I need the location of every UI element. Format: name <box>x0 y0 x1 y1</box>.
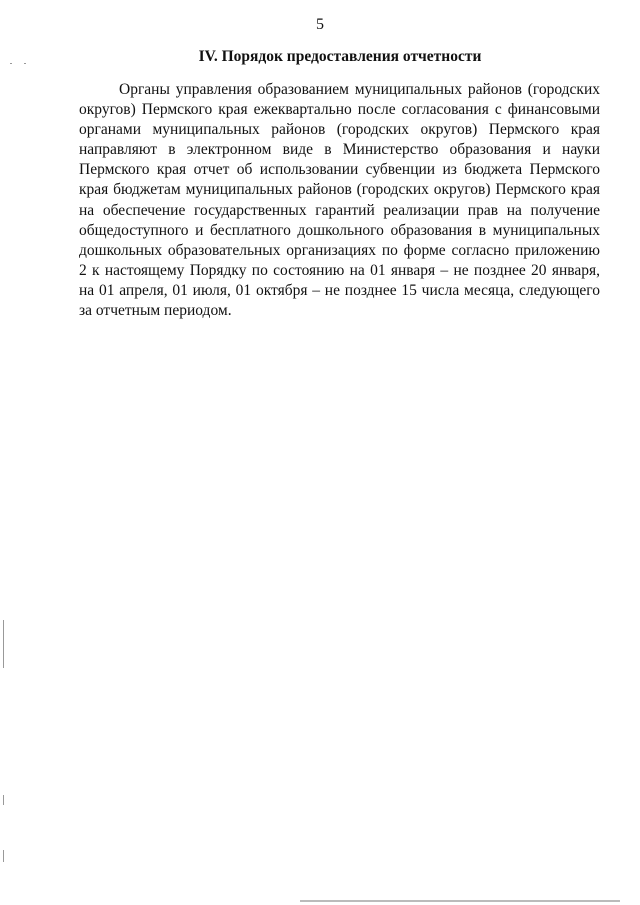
scan-artifact <box>300 900 620 902</box>
scan-artifact <box>3 850 4 862</box>
section-title: IV. Порядок предоставления отчетности <box>198 48 482 65</box>
scan-artifact <box>3 795 4 805</box>
scan-artifact <box>10 63 12 64</box>
page-number: 5 <box>316 16 324 33</box>
scan-artifact <box>24 63 26 64</box>
scan-artifact <box>3 620 4 668</box>
body-paragraph: Органы управления образованием муниципальных районов (городских округов) Пермского края ежеквартально после согласования с финансовыми органами муниципальных районов (городских округов) Пермского края направляют в электронном виде в Министерство образования и науки Пермского края отчет об использовании субвенции из бюджета Пермского края бюджетам муниципальных районов (городских округов) Пермского края на обеспечение государственных гарантий реализации прав на получение общедоступного и бесплатного дошкольного образования в муниципальных дошкольных образовательных организациях по форме согласно приложению 2 к настоящему Порядку по состоянию на 01 января – не позднее 20 января, на 01 апреля, 01 июля, 01 октября – не позднее 15 числа месяца, следующего за отчетным периодом. <box>79 81 600 320</box>
